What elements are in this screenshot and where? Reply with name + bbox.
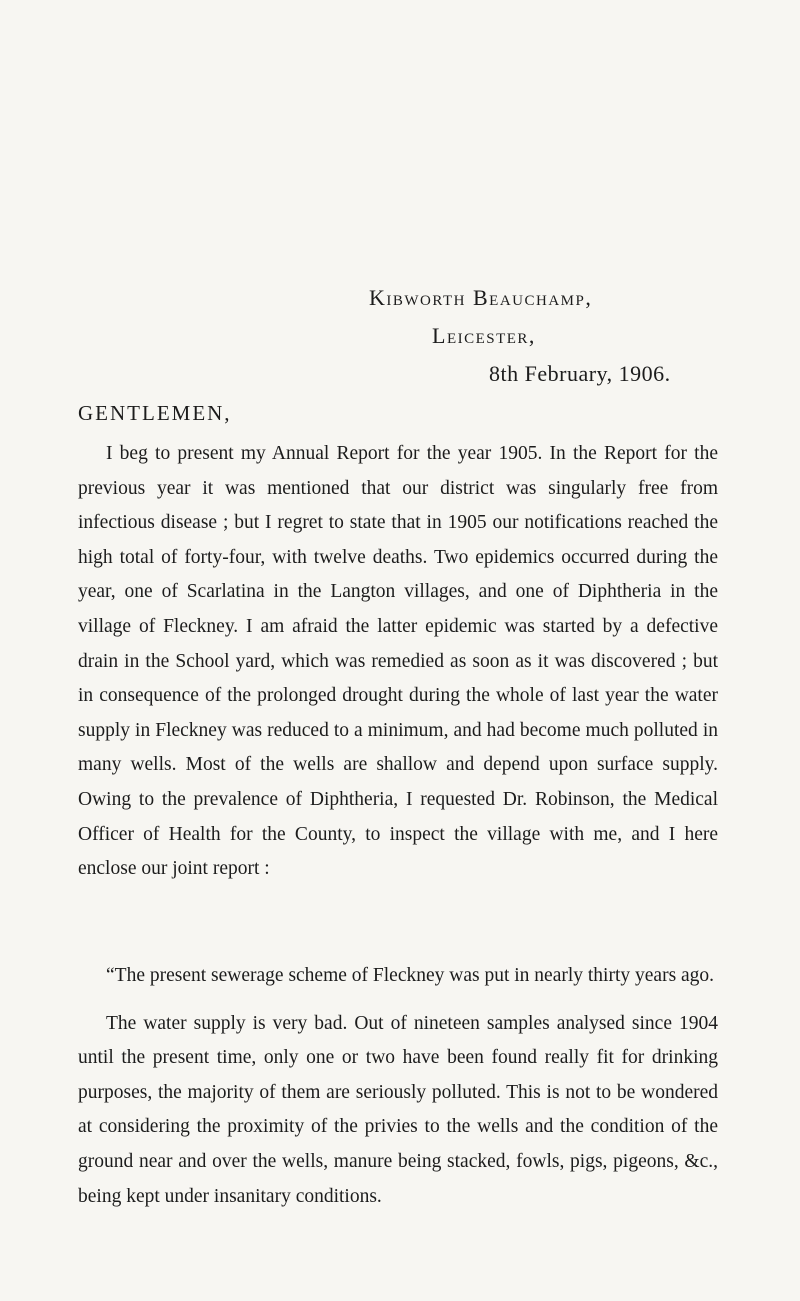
paragraph-introduction: I beg to present my Annual Report for the year 1905. In the Report for the previous year it was mentioned that our district was singularly free from infectious disease ; but I regret to state that in 1905 our notifications reached the high total of forty-four, with twelve deaths. Two epidemics occurred during the year, one of Scarlatina in the Langton villages, and one of Diphtheria in the village of Fleckney. I am afraid the latter epidemic was started by a defective drain in the School yard, which was remedied as soon as it was discovered ; but in consequence of the prolonged drought during the whole of last year the water supply in Fleckney was reduced to a minimum, and had become much polluted in many wells. Most of the wells are shallow and depend upon surface supply. Owing to the prevalence of Diphtheria, I requested Dr. Robinson, the Medical Officer of Health for the County, to inspect the village with me, and I here enclose our joint report : (78, 443, 718, 880)
address-line-2: Leicester, (432, 323, 536, 348)
letter-date: 8th February, 1906. (489, 361, 671, 386)
quote-sewerage: “The present sewerage scheme of Fleckney was put in nearly thirty years ago. (106, 965, 715, 986)
quote-water-supply: The water supply is very bad. Out of nineteen samples analysed since 1904 until the present time, only one or two have been found really fit for drinking purposes, the majority of them are seriously polluted. This is not to be wondered at considering the proximity of the privies to the wells and the condition of the ground near and over the wells, manure being stacked, fowls, pigs, pigeons, &c., being kept under insanitary conditions. (78, 1012, 718, 1207)
salutation: GENTLEMEN, (78, 401, 232, 425)
joint-report-quote (78, 959, 718, 1227)
report-body (78, 437, 718, 887)
address-line-1: Kibworth Beauchamp, (369, 285, 593, 310)
